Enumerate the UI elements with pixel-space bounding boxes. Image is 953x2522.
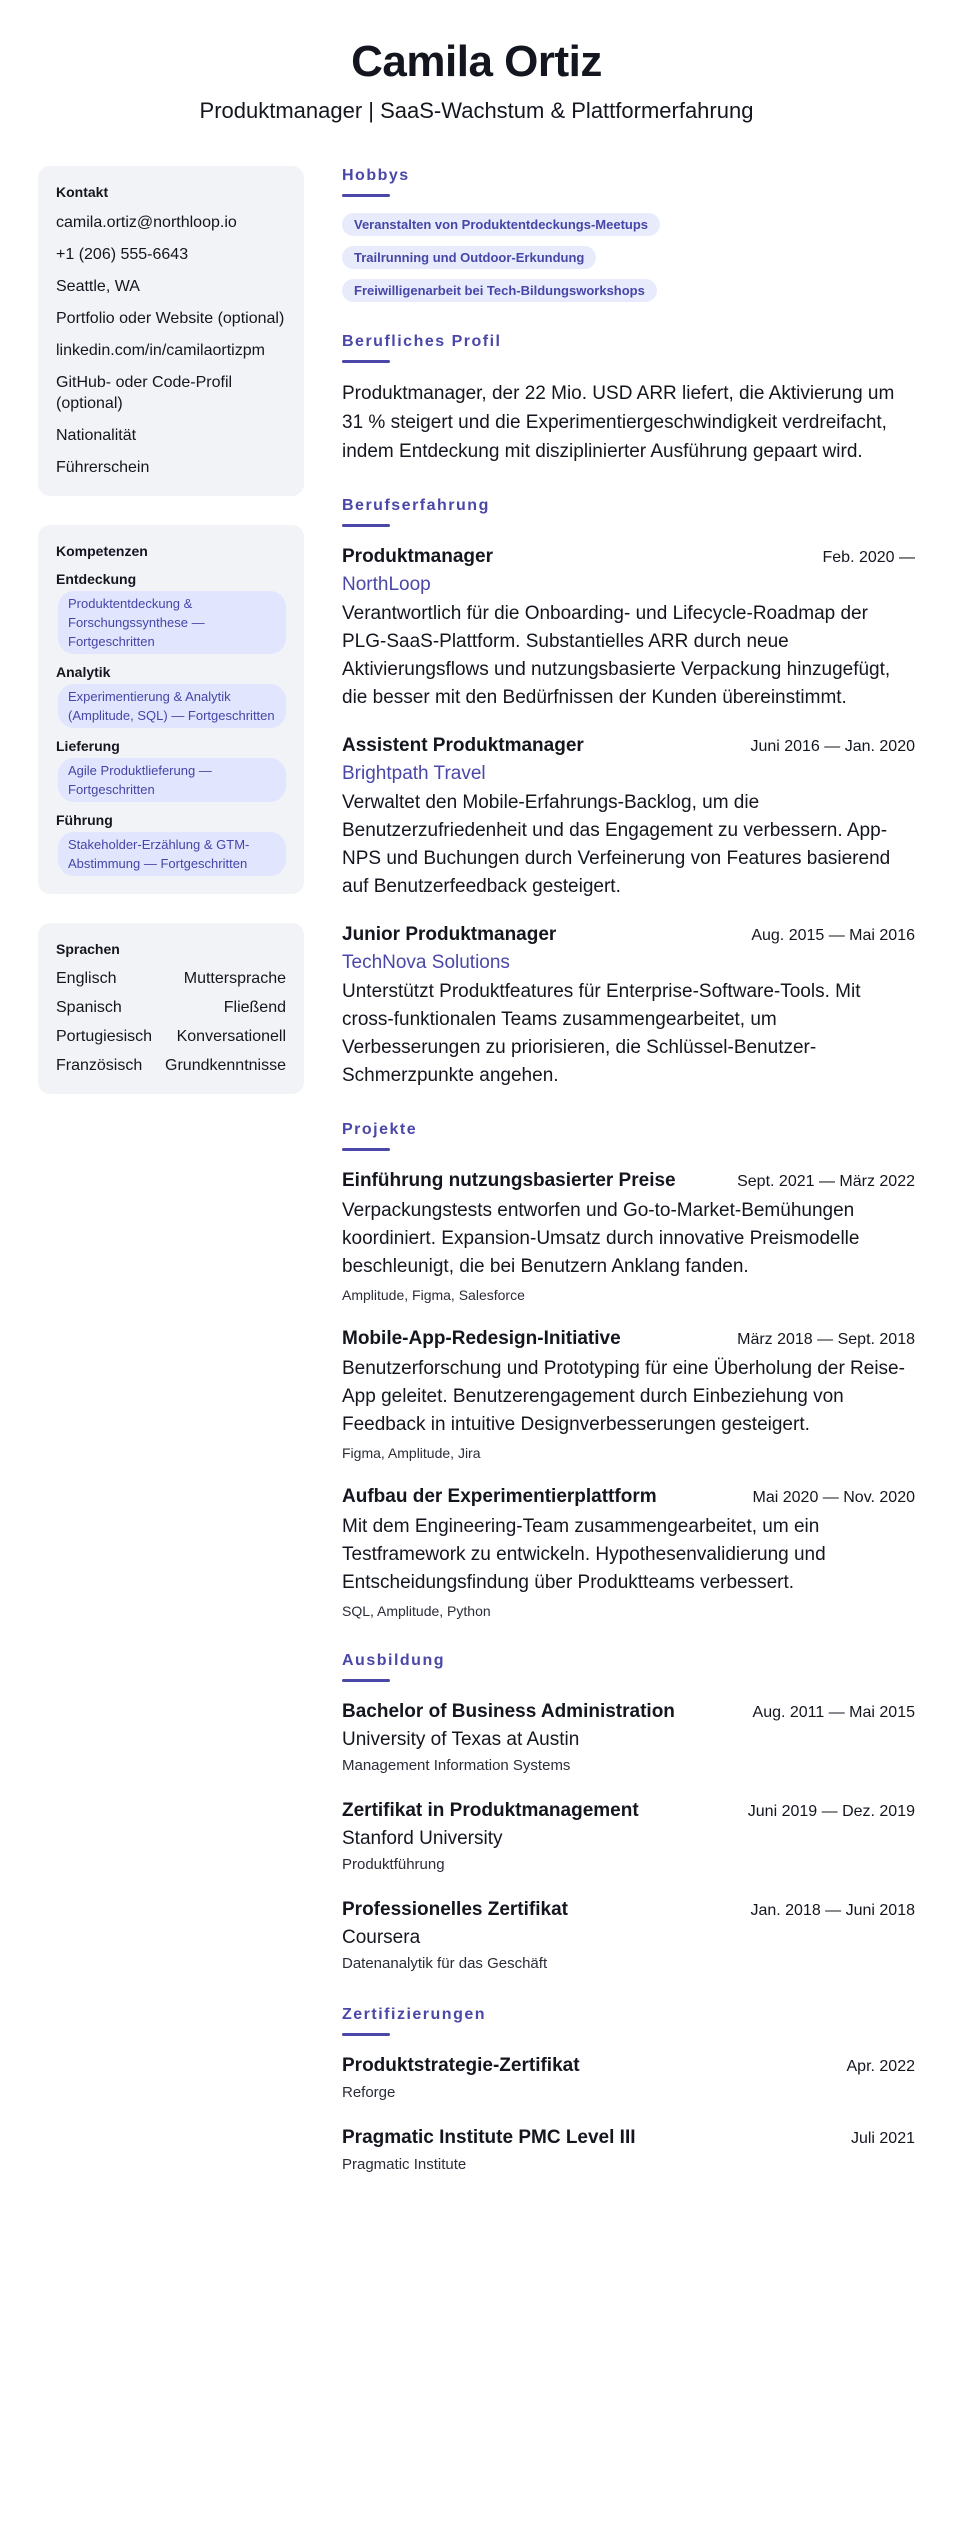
job-company: TechNova Solutions: [342, 952, 510, 973]
project-date: Sept. 2021 — März 2022: [737, 1173, 915, 1190]
project-entry: [342, 1483, 915, 1621]
language-level: Fließend: [223, 999, 286, 1016]
project-description: Benutzerforschung und Prototyping für eine Überholung der Reise-App geleitet. Benutzerengagement durch Einbeziehung von Feedback in intuitive Designverbesserungen gesteigert.: [342, 1358, 905, 1435]
job-date: Feb. 2020 —: [822, 549, 915, 566]
certification-name: Produktstrategie-Zertifikat: [342, 2055, 580, 2076]
education-detail: Produktführung: [342, 1856, 445, 1873]
projects-section: [342, 1120, 915, 1621]
job-company: NorthLoop: [342, 574, 431, 595]
job-title: Assistent Produktmanager: [342, 735, 584, 756]
experience-entry: [342, 543, 915, 712]
certification-issuer: Pragmatic Institute: [342, 2156, 467, 2173]
contact-nationality: Nationalität: [56, 427, 137, 444]
job-title: Junior Produktmanager: [342, 924, 557, 945]
language-level: Konversationell: [176, 1028, 286, 1045]
contact-portfolio: Portfolio oder Website (optional): [56, 310, 285, 327]
project-description: Verpackungstests entworfen und Go-to-Market-Bemühungen koordiniert. Expansion-Umsatz durch innovative Preismodelle beschleunigt, die bei Benutzern Anklang fanden.: [342, 1200, 860, 1277]
job-description: Verwaltet den Mobile-Erfahrungs-Backlog, um die Benutzerzufriedenheit und das Engagement zu verbessern. App-NPS und Buchungen durch Verfeinerung von Features basierend auf Benutzerfeedback gesteigert.: [342, 792, 891, 897]
skill-group-title: Lieferung: [56, 738, 120, 754]
certifications-section: [342, 2005, 915, 2176]
language-name: Portugiesisch: [56, 1028, 153, 1045]
hobby-tag: Trailrunning und Outdoor-Erkundung: [342, 246, 596, 269]
section-title: Zertifizierungen: [342, 2006, 487, 2023]
section-divider: [342, 2033, 390, 2036]
hobby-tag: Veranstalten von Produktentdeckungs-Meetups: [342, 213, 660, 236]
education-section: [342, 1651, 915, 1975]
experience-entry: [342, 732, 915, 901]
certification-issuer: Reforge: [342, 2084, 396, 2101]
skill-group: [56, 571, 286, 654]
language-name: Spanisch: [56, 999, 122, 1016]
languages-title: Sprachen: [56, 941, 120, 957]
education-date: Aug. 2011 — Mai 2015: [752, 1704, 915, 1721]
skill-pill: Produktentdeckung & Forschungssynthese — Fortgeschritten: [58, 591, 286, 654]
section-divider: [342, 1679, 390, 1682]
project-date: März 2018 — Sept. 2018: [737, 1331, 915, 1348]
project-name: Aufbau der Experimentierplattform: [342, 1486, 657, 1507]
education-entry: [342, 1698, 915, 1777]
contact-linkedin[interactable]: linkedin.com/in/camilaortizpm: [56, 342, 265, 359]
language-name: Englisch: [56, 970, 117, 987]
profile-text: Produktmanager, der 22 Mio. USD ARR liefert, die Aktivierung um 31 % steigert und die Experimentiergeschwindigkeit verdreifacht, indem Entdeckung mit disziplinierter Ausführung gepaart wird.: [342, 383, 895, 462]
section-divider: [342, 194, 390, 197]
experience-section: [342, 496, 915, 1090]
job-date: Juni 2016 — Jan. 2020: [750, 738, 915, 755]
education-entry: [342, 1797, 915, 1876]
job-title: Produktmanager: [342, 546, 493, 567]
certification-date: Juli 2021: [850, 2130, 915, 2147]
education-date: Juni 2019 — Dez. 2019: [747, 1803, 915, 1820]
contact-license: Führerschein: [56, 459, 150, 476]
sidebar: [38, 166, 304, 2206]
education-detail: Management Information Systems: [342, 1757, 571, 1774]
project-entry: [342, 1167, 915, 1305]
job-description: Unterstützt Produktfeatures für Enterprise-Software-Tools. Mit cross-funktionalen Teams zusammengearbeitet, um Verbesserungen zu priorisieren, die Schlüssel-Benutzer-Schmerzpunkte angehen.: [342, 981, 861, 1086]
skill-group-title: Führung: [56, 812, 113, 828]
hobby-tag: Freiwilligenarbeit bei Tech-Bildungsworkshops: [342, 279, 657, 302]
section-divider: [342, 524, 390, 527]
language-row: [56, 998, 286, 1018]
degree-name: Professionelles Zertifikat: [342, 1899, 568, 1920]
contact-location: Seattle, WA: [56, 278, 140, 295]
contact-email[interactable]: camila.ortiz@northloop.io: [56, 214, 237, 231]
skill-group: [56, 812, 286, 876]
project-tools: Figma, Amplitude, Jira: [342, 1445, 481, 1461]
contact-github: GitHub- oder Code-Profil (optional): [56, 374, 233, 412]
certification-entry: [342, 2124, 915, 2176]
main-content: [342, 166, 915, 2206]
resume-header: [0, 32, 953, 126]
certification-date: Apr. 2022: [846, 2058, 915, 2075]
project-entry: [342, 1325, 915, 1463]
school-name: Coursera: [342, 1927, 421, 1948]
section-title: Ausbildung: [342, 1652, 445, 1669]
hobbies-section: [342, 166, 915, 302]
education-date: Jan. 2018 — Juni 2018: [750, 1902, 915, 1919]
skill-pill: Agile Produktlieferung — Fortgeschritten: [58, 758, 286, 802]
project-tools: Amplitude, Figma, Salesforce: [342, 1287, 525, 1303]
project-name: Einführung nutzungsbasierter Preise: [342, 1170, 676, 1191]
degree-name: Bachelor of Business Administration: [342, 1701, 675, 1722]
language-level: Muttersprache: [183, 970, 286, 987]
job-date: Aug. 2015 — Mai 2016: [751, 927, 915, 944]
candidate-name: Camila Ortiz: [351, 37, 602, 86]
contact-card: [38, 166, 304, 496]
job-company: Brightpath Travel: [342, 763, 486, 784]
languages-card: [38, 923, 304, 1094]
language-row: [56, 1027, 286, 1047]
skill-pill: Stakeholder-Erzählung & GTM-Abstimmung — Fortgeschritten: [58, 832, 286, 876]
skill-group: [56, 664, 286, 728]
school-name: University of Texas at Austin: [342, 1729, 580, 1750]
school-name: Stanford University: [342, 1828, 503, 1849]
project-name: Mobile-App-Redesign-Initiative: [342, 1328, 621, 1349]
skill-group-title: Entdeckung: [56, 571, 137, 587]
candidate-headline: Produktmanager | SaaS-Wachstum & Plattformerfahrung: [199, 98, 754, 123]
skills-title: Kompetenzen: [56, 543, 148, 559]
section-title: Berufserfahrung: [342, 497, 490, 514]
job-description: Verantwortlich für die Onboarding- und Lifecycle-Roadmap der PLG-SaaS-Plattform. Substantielles ARR durch neue Aktivierungsflows und nutzungsbasierte Verpackung hinzugefügt, die besser mit den Bedürfnissen der Kunden übereinstimmt.: [342, 603, 891, 708]
section-divider: [342, 1148, 390, 1151]
experience-entry: [342, 921, 915, 1090]
certification-entry: [342, 2052, 915, 2104]
skill-pill: Experimentierung & Analytik (Amplitude, SQL) — Fortgeschritten: [58, 684, 286, 728]
contact-phone[interactable]: +1 (206) 555-6643: [56, 246, 189, 263]
skills-card: [38, 525, 304, 894]
skill-group-title: Analytik: [56, 664, 111, 680]
project-tools: SQL, Amplitude, Python: [342, 1603, 491, 1619]
language-row: [56, 1056, 286, 1076]
section-title: Hobbys: [342, 167, 410, 184]
language-name: Französisch: [56, 1057, 143, 1074]
skill-group: [56, 738, 286, 802]
education-detail: Datenanalytik für das Geschäft: [342, 1955, 548, 1972]
contact-title: Kontakt: [56, 184, 109, 200]
degree-name: Zertifikat in Produktmanagement: [342, 1800, 639, 1821]
project-description: Mit dem Engineering-Team zusammengearbeitet, um ein Testframework zu entwickeln. Hypothesenvalidierung und Entscheidungsfindung über Produktteams verbessert.: [342, 1516, 826, 1593]
section-title: Projekte: [342, 1121, 418, 1138]
certification-name: Pragmatic Institute PMC Level III: [342, 2127, 636, 2148]
language-row: [56, 969, 286, 989]
resume-layout: [0, 166, 953, 2206]
section-divider: [342, 360, 390, 363]
profile-section: [342, 332, 915, 466]
project-date: Mai 2020 — Nov. 2020: [752, 1489, 915, 1506]
education-entry: [342, 1896, 915, 1975]
language-level: Grundkenntnisse: [165, 1057, 286, 1074]
section-title: Berufliches Profil: [342, 333, 502, 350]
